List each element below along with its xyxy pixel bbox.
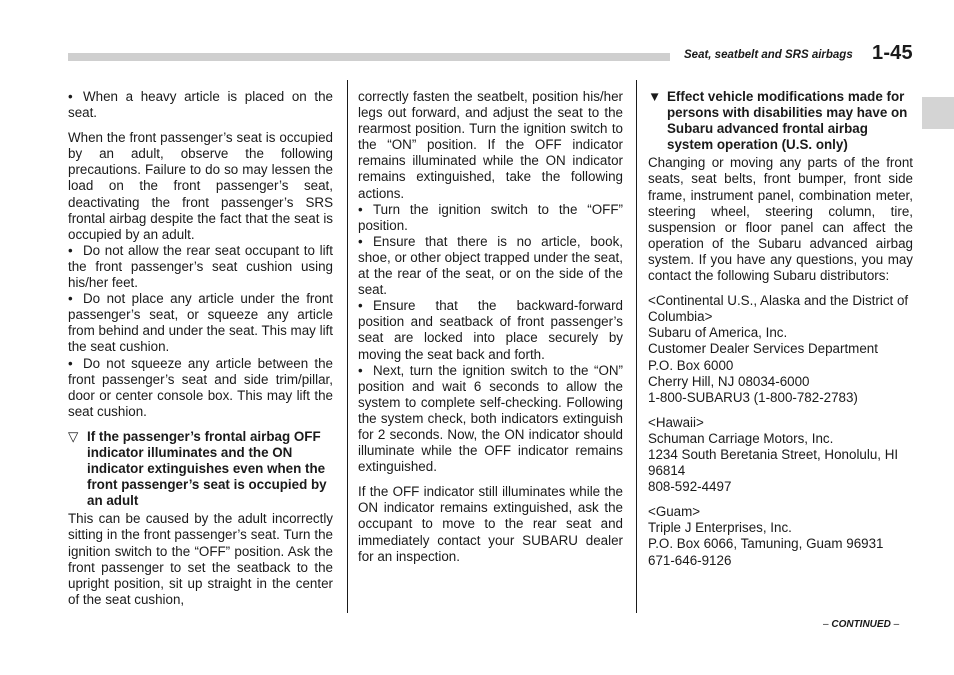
column-divider-1	[347, 80, 348, 613]
section-title: Seat, seatbelt and SRS airbags	[684, 49, 853, 61]
bullet-item: • When a heavy article is placed on the seat.	[68, 89, 333, 121]
subsection-heading: ▽ If the passenger’s frontal airbag OFF indicator illuminates and the ON indicator extinguishes even when the front passenger’s seat is occupied by an adult	[68, 428, 327, 509]
dash: –	[893, 619, 900, 630]
address-guam	[648, 504, 913, 568]
bullet-item: • Next, turn the ignition switch to the “ON” position and wait 6 seconds to allow the system to complete self-checking. Following the system check, both indicators extinguish for 2 seconds. Now, the ON indicator should illuminate while the OFF indicator remains extinguished.	[358, 362, 623, 475]
paragraph: If the OFF indicator still illuminates while the ON indicator remains extinguished, ask the occupant to move to the rear seat and immediately contact your SUBARU dealer for an inspection.	[358, 484, 623, 564]
bullet-item: • Do not place any article under the front passenger’s seat, or squeeze any article from behind and under the seat. This may lift the seat cushion.	[68, 291, 333, 355]
thumb-index-tab	[922, 97, 954, 129]
paragraph: When the front passenger’s seat is occupied by an adult, observe the following precautions. Failure to do so may lessen the load on the front passenger’s seat, deactivating the front passenger’s SRS frontal airbag despite the fact that the seat is occupied by an adult.	[68, 130, 333, 242]
paragraph: correctly fasten the seatbelt, position his/her legs out forward, and adjust the seat to the rearmost position. Turn the ignition switch to the “ON” position. If the OFF indicator remains illuminated while the ON indicator remains extinguished, take the following actions.	[358, 89, 623, 201]
address-line: P.O. Box 6000	[648, 357, 734, 373]
open-triangle-icon: ▽	[68, 428, 79, 444]
paragraph: This can be caused by the adult incorrectly sitting in the front passenger’s seat. Turn the ignition switch to the “OFF” position. Ask the front passenger to set the seatback to the upright position, sit up straight in the center of the seat cushion,	[68, 511, 333, 607]
bullet-icon: •	[358, 362, 363, 378]
address-line: 1234 South Beretania Street, Honolulu, HI 96814	[648, 446, 899, 479]
address-line: <Continental U.S., Alaska and the District of Columbia>	[648, 293, 909, 325]
bullet-item: • Ensure that there is no article, book, shoe, or other object trapped under the seat, at the rear of the seat, or on the side of the seat.	[358, 233, 623, 298]
address-line: Triple J Enterprises, Inc.	[648, 520, 792, 536]
bullet-icon: •	[68, 89, 73, 104]
address-line: 1-800-SUBARU3 (1-800-782-2783)	[648, 389, 858, 405]
filled-triangle-icon: ▼	[648, 89, 662, 104]
address-hawaii	[648, 415, 913, 495]
column-2	[358, 89, 623, 565]
bullet-item: • Turn the ignition switch to the “OFF” position.	[358, 201, 623, 233]
column-1	[68, 89, 333, 608]
bullet-icon: •	[358, 298, 363, 314]
column-divider-2	[636, 80, 637, 613]
address-line: 671-646-9126	[648, 552, 732, 568]
address-line: P.O. Box 6066, Tamuning, Guam 96931	[648, 536, 884, 552]
bullet-item: • Ensure that the backward-forward position and seatback of front passenger’s seat are locked into place securely by moving the seat back and forth.	[358, 298, 623, 362]
address-line: Subaru of America, Inc.	[648, 325, 788, 341]
header-rule	[68, 53, 670, 61]
column-3	[648, 89, 913, 569]
bullet-icon: •	[68, 291, 73, 307]
address-line: Customer Dealer Services Department	[648, 341, 878, 357]
bullet-icon: •	[358, 201, 363, 217]
bullet-icon: •	[68, 355, 73, 371]
address-line: <Hawaii>	[648, 414, 704, 430]
dash: –	[823, 619, 829, 630]
bullet-icon: •	[358, 233, 363, 249]
paragraph: Changing or moving any parts of the front seats, seat belts, front bumper, front side frame, instrument panel, combination meter, steering wheel, steering column, tire, suspension or floor panel can affect the operation of the Subaru advanced airbag system. If you have any questions, you may contact the following Subaru distributors:	[648, 155, 913, 284]
address-line: <Guam>	[648, 504, 701, 520]
bullet-item: • Do not squeeze any article between the front passenger’s seat and side trim/pillar, door or center console box. This may lift the seat cushion.	[68, 355, 333, 419]
page-number: 1-45	[872, 42, 913, 64]
continued-label: – CONTINUED –	[823, 619, 900, 630]
address-line: 808-592-4497	[648, 479, 732, 495]
address-line: Cherry Hill, NJ 08034-6000	[648, 373, 810, 389]
address-continental-us	[648, 293, 913, 406]
section-heading: ▼ Effect vehicle modifications made for persons with disabilities may have on Subaru advanced frontal airbag system operation (U.S. only)	[648, 89, 908, 153]
address-line: Schuman Carriage Motors, Inc.	[648, 430, 834, 446]
bullet-item: • Do not allow the rear seat occupant to lift the front passenger’s seat cushion using his/her feet.	[68, 242, 333, 291]
bullet-icon: •	[68, 242, 73, 258]
